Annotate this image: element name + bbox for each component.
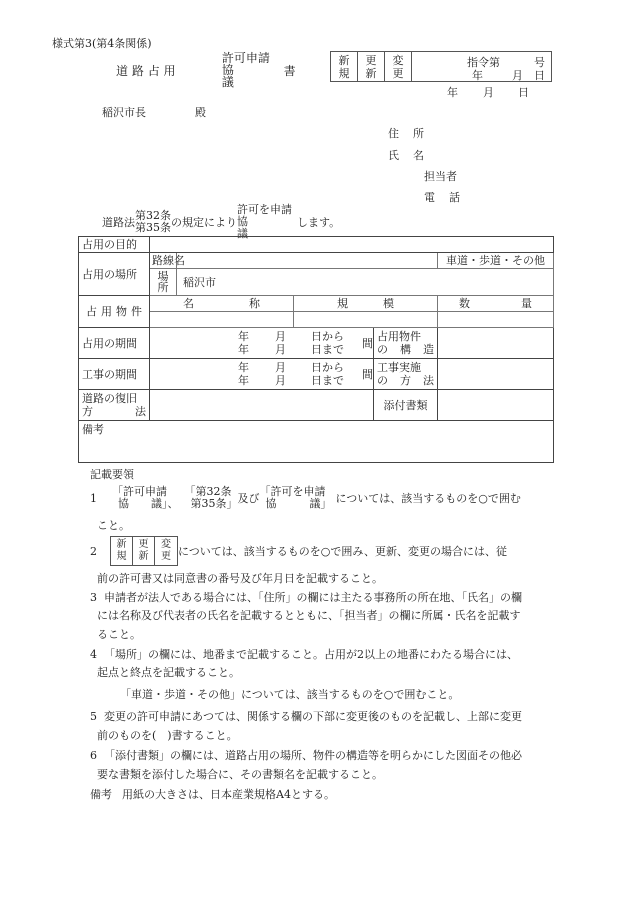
number-label: 号 [534, 56, 545, 69]
form-number: 様式第3(第4条関係) [52, 37, 152, 50]
place-field[interactable] [177, 269, 554, 296]
col-quantity-header: 数 量 [438, 296, 554, 312]
application-type-box [330, 51, 552, 82]
instruction-6-cont: 要な書類を添付した場合に、その書類名を記載すること。 [97, 768, 383, 781]
statement-law: 道路法 [102, 216, 135, 229]
statement [102, 204, 340, 240]
instruction-3: 3 申請者が法人である場合には、「住所」の欄には主たる事務所の所在地、「氏名」の欄 [90, 591, 522, 604]
type-change: 変 更 [385, 52, 412, 81]
attachments-field[interactable] [438, 390, 554, 421]
contact-person-field[interactable] [462, 165, 554, 181]
date-day: 日 [518, 86, 529, 99]
phone-label: 電 話 [424, 191, 460, 204]
paper-size-remark: 備考 用紙の大きさは、日本産業規格A4とする。 [90, 788, 335, 801]
statement-article: 第32条 第35条 [135, 209, 171, 234]
attachments-label: 添付書類 [374, 390, 438, 421]
road-type-options[interactable]: 車道・歩道・その他 [438, 253, 554, 269]
directive-number-field[interactable] [412, 52, 551, 81]
statement-option: 許可を申請 協 議 [237, 203, 292, 240]
directive-day: 日 [534, 69, 545, 82]
instruction-2-cont: 前の許可書又は同意書の番号及び年月日を記載すること。 [97, 572, 383, 585]
title-char: 用 [163, 63, 176, 78]
restoration-field[interactable] [150, 390, 374, 421]
title-option [222, 52, 270, 88]
restoration-label: 道路の復旧 方 法 [79, 390, 150, 421]
directive-year: 年 [472, 69, 483, 82]
addressee-honorific: 殿 [195, 106, 206, 119]
col-scale-header: 規 模 [294, 296, 438, 312]
instruction-5-cont: 前のものを( )書すること。 [97, 729, 238, 742]
addressee-name: 稲沢市長 [102, 106, 146, 119]
address-label: 住 所 [388, 127, 424, 140]
phone-field[interactable] [462, 186, 554, 202]
object-quantity-field[interactable] [438, 312, 554, 328]
title-suffix: 書 [283, 63, 296, 78]
instruction-3-cont2: ること。 [97, 628, 141, 641]
instruction-3-cont: には名称及び代表者の氏名を記載するとともに、「担当者」の欄に所属・氏名を記載す [97, 609, 521, 622]
title-option-permit: 許可申請 [221, 51, 270, 65]
construction-period-label: 工事の期間 [79, 359, 150, 390]
address-field[interactable] [430, 122, 555, 138]
construction-period-field[interactable]: 年 月 日から 年 月 日まで 間 [150, 359, 374, 390]
name-label: 氏 名 [388, 149, 424, 162]
title-char: 路 [131, 63, 144, 78]
occupancy-period-label: 占用の期間 [79, 328, 150, 359]
date-month: 月 [483, 86, 494, 99]
location-label: 占用の場所 [79, 253, 150, 296]
directive-label: 指令第 [467, 56, 500, 69]
title-char: 占 [147, 63, 160, 78]
object-name-field[interactable] [150, 312, 294, 328]
structure-label: 占用物件 の 構 造 [374, 328, 438, 359]
object-label: 占 用 物 件 [79, 296, 150, 328]
instruction-6: 6 「添付書類」の欄には、道路占用の場所、物件の構造等を明らかにした図面その他必 [90, 749, 522, 762]
route-name-label: 路線名 [150, 253, 177, 269]
title-prefix [116, 62, 208, 79]
title-char: 道 [116, 63, 129, 78]
object-scale-field[interactable] [294, 312, 438, 328]
type-new: 新 規 [331, 52, 358, 81]
instruction-2: 2 新 規 更 新 変 更 については、該当するものを○で囲み、更新、変更の場合には、従 [90, 536, 507, 566]
type-renewal: 更 新 [358, 52, 385, 81]
form-title [116, 52, 296, 88]
type-box-mini: 新 規 更 新 変 更 [110, 536, 178, 566]
instruction-1: 1 「許可申請 協 議」、 「第32条 第35条」 及び 「許可を申請 協 議」 については、該当するものを○で囲む [90, 485, 521, 510]
name-field[interactable] [430, 144, 555, 160]
route-name-field[interactable] [177, 253, 438, 269]
col-name-header: 名 称 [150, 296, 294, 312]
purpose-label: 占用の目的 [79, 237, 150, 253]
instructions-heading: 記載要領 [90, 468, 134, 481]
occupancy-period-field[interactable]: 年 月 日から 年 月 日まで 間 [150, 328, 374, 359]
purpose-field[interactable] [150, 237, 554, 253]
place-value: 稲沢市 [183, 275, 216, 289]
place-label: 場 所 [150, 269, 177, 296]
method-label: 工事実施 の 方 法 [374, 359, 438, 390]
statement-middle: の規定により [171, 216, 237, 229]
statement-end: します。 [297, 216, 341, 229]
title-option-consult-2: 議 [221, 75, 234, 89]
instruction-4-cont: 起点と終点を記載すること。 [97, 666, 240, 679]
instruction-4-cont2: 「車道・歩道・その他」については、該当するものを○で囲むこと。 [120, 688, 460, 701]
instruction-1-cont: こと。 [97, 519, 130, 532]
remarks-field[interactable] [79, 421, 554, 463]
date-year: 年 [447, 86, 458, 99]
application-table [78, 236, 554, 463]
instruction-5: 5 変更の許可申請にあつては、関係する欄の下部に変更後のものを記載し、上部に変更 [90, 710, 522, 723]
contact-person-label: 担当者 [424, 170, 457, 183]
remarks-label: 備考 [82, 423, 104, 436]
title-option-consult-1: 協 [221, 63, 234, 77]
method-field[interactable] [438, 359, 554, 390]
instruction-4: 4 「場所」の欄には、地番まで記載すること。占用が2以上の地番にわたる場合には、 [90, 648, 518, 661]
directive-month: 月 [512, 69, 523, 82]
structure-field[interactable] [438, 328, 554, 359]
